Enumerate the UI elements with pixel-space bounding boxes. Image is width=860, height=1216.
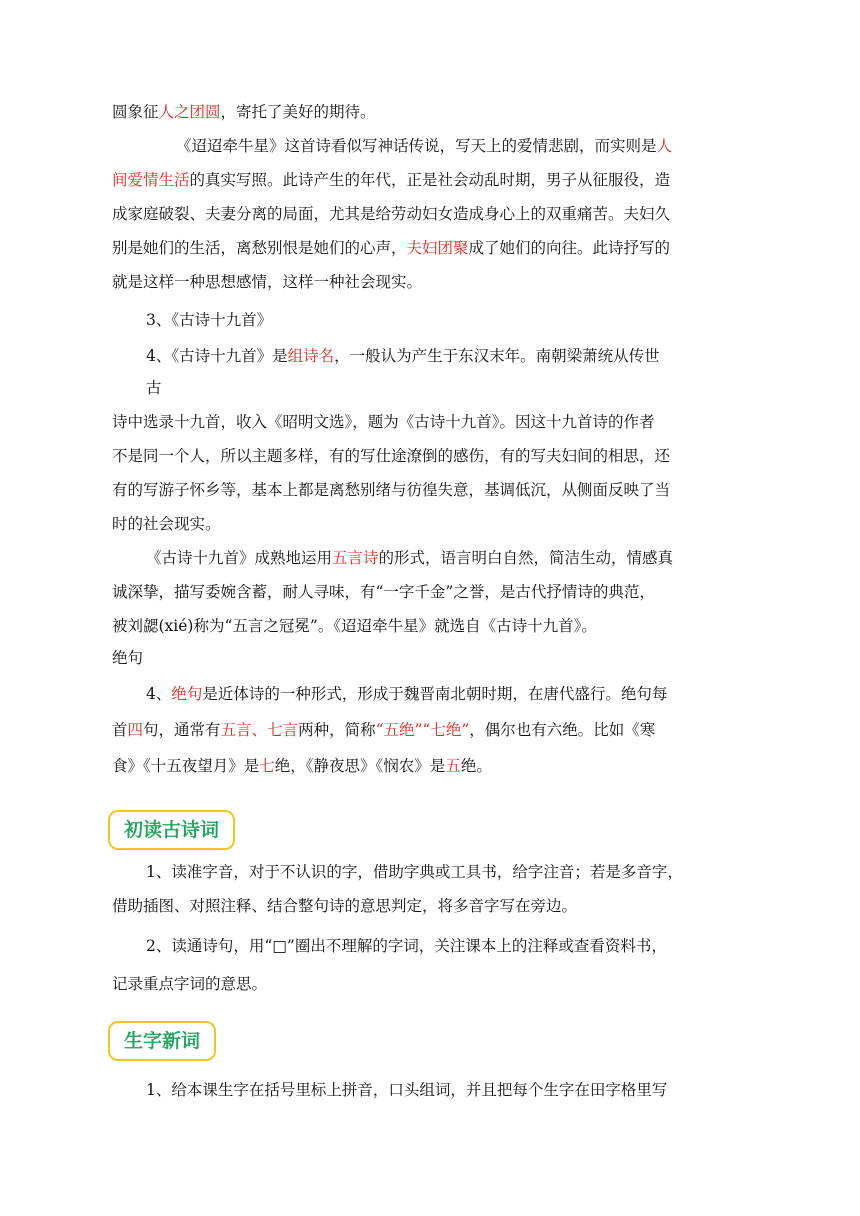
text-span: ，偶尔也有六绝。比如《寒 [469,721,656,739]
text-line: 记录重点字词的意思。 [112,975,268,993]
highlight-span: 五言诗 [332,549,379,567]
text-span: 是近体诗的一种形式，形成于魏晋南北朝时期，在唐代盛行。绝句每 [202,685,668,703]
text-line: 古 [146,379,162,397]
text-span: 绝，《静夜思》《悯农》是 [274,757,446,775]
text-line [0,236,860,260]
text-line: 被刘勰(xié)称为“五言之冠冕”。《迢迢牵牛星》就选自《古诗十九首》。 [112,617,597,635]
highlight-span: 组诗名 [287,347,335,365]
text-span: 4、 [146,685,172,703]
item-heading: 3、《古诗十九首》 [146,311,273,329]
text-span: 别是她们的生活，离愁别恨是她们的心声， [112,239,407,257]
highlight-span: 人之团圆 [158,103,221,121]
text-line: 时的社会现实。 [112,515,221,533]
text-span: 句，通常有 [143,721,221,739]
text-span: 《古诗十九首》成熟地运用 [146,549,333,567]
highlight-span: 绝句 [171,685,203,703]
text-span: ，一般认为产生于东汉末年。南朝梁萧统从传世 [334,347,660,365]
text-line: 就是这样一种思想感情，这样一种社会现实。 [112,273,423,291]
highlight-span: 四 [127,721,144,739]
text-line: 诚深挚，描写委婉含蓄，耐人寻味，有“一字千金”之誉，是古代抒情诗的典范， [112,583,655,601]
text-line: 绝句 [112,649,144,667]
text-span: 食》《十五夜望月》是 [112,757,260,775]
text-line [0,100,860,124]
text-line: 成家庭破裂、夫妻分离的局面，尤其是给劳动妇女造成身心上的双重痛苦。夫妇久 [112,205,671,223]
text-span: 的形式，语言明白自然，简洁生动，情感真 [378,549,674,567]
text-span: 圆象征 [112,103,159,121]
text-span: 两种，简称 [298,721,376,739]
text-line [0,344,860,368]
text-line [0,682,860,706]
text-line: 诗中选录十九首，收入《昭明文选》，题为《古诗十九首》。因这十九首诗的作者 [112,413,655,431]
text-line: 借助插图、对照注释、结合整句诗的意思判定，将多音字写在旁边。 [112,897,578,915]
section-title-badge: 生字新词 [108,1021,216,1061]
highlight-span: 人 [656,137,673,155]
text-span: 首 [112,721,128,739]
highlight-span: 夫妇团聚 [406,239,469,257]
highlight-span: 五 [445,757,461,775]
text-line [0,754,860,778]
highlight-span: 七 [259,757,275,775]
text-line: 有的写游子怀乡等，基本上都是离愁别绪与彷徨失意，基调低沉，从侧面反映了当 [112,481,671,499]
highlight-span: 间爱情生活 [112,171,190,189]
text-span: 绝。 [460,757,492,775]
text-line: 1、给本课生字在括号里标上拼音，口头组词，并且把每个生字在田字格里写 [146,1081,668,1099]
text-line [0,546,860,570]
highlight-span: 五言、七言 [220,721,299,739]
text-span: 4、《古诗十九首》是 [146,347,288,365]
text-span: ，寄托了美好的期待。 [220,103,376,121]
text-line: 1、读准字音，对于不认识的字，借助字典或工具书，给字注音；若是多音字， [146,863,683,881]
text-span: 成了她们的向往。此诗抒写的 [468,239,671,257]
section-title-badge: 初读古诗词 [108,810,235,850]
text-line [0,134,860,158]
text-line [0,168,860,192]
text-span: 《迢迢牵牛星》这首诗看似写神话传说，写天上的爱情悲剧，而实则是 [176,137,657,155]
text-line [0,718,860,742]
text-span: 的真实写照。此诗产生的年代，正是社会动乱时期，男子从征服役，造 [189,171,671,189]
text-line: 2、读通诗句，用“□”圈出不理解的字词，关注课本上的注释或查看资料书， [146,937,667,955]
text-line: 不是同一个人，所以主题多样，有的写仕途潦倒的感伤，有的写夫妇间的相思，还 [112,447,671,465]
highlight-span: “五绝”“七绝” [375,721,470,739]
